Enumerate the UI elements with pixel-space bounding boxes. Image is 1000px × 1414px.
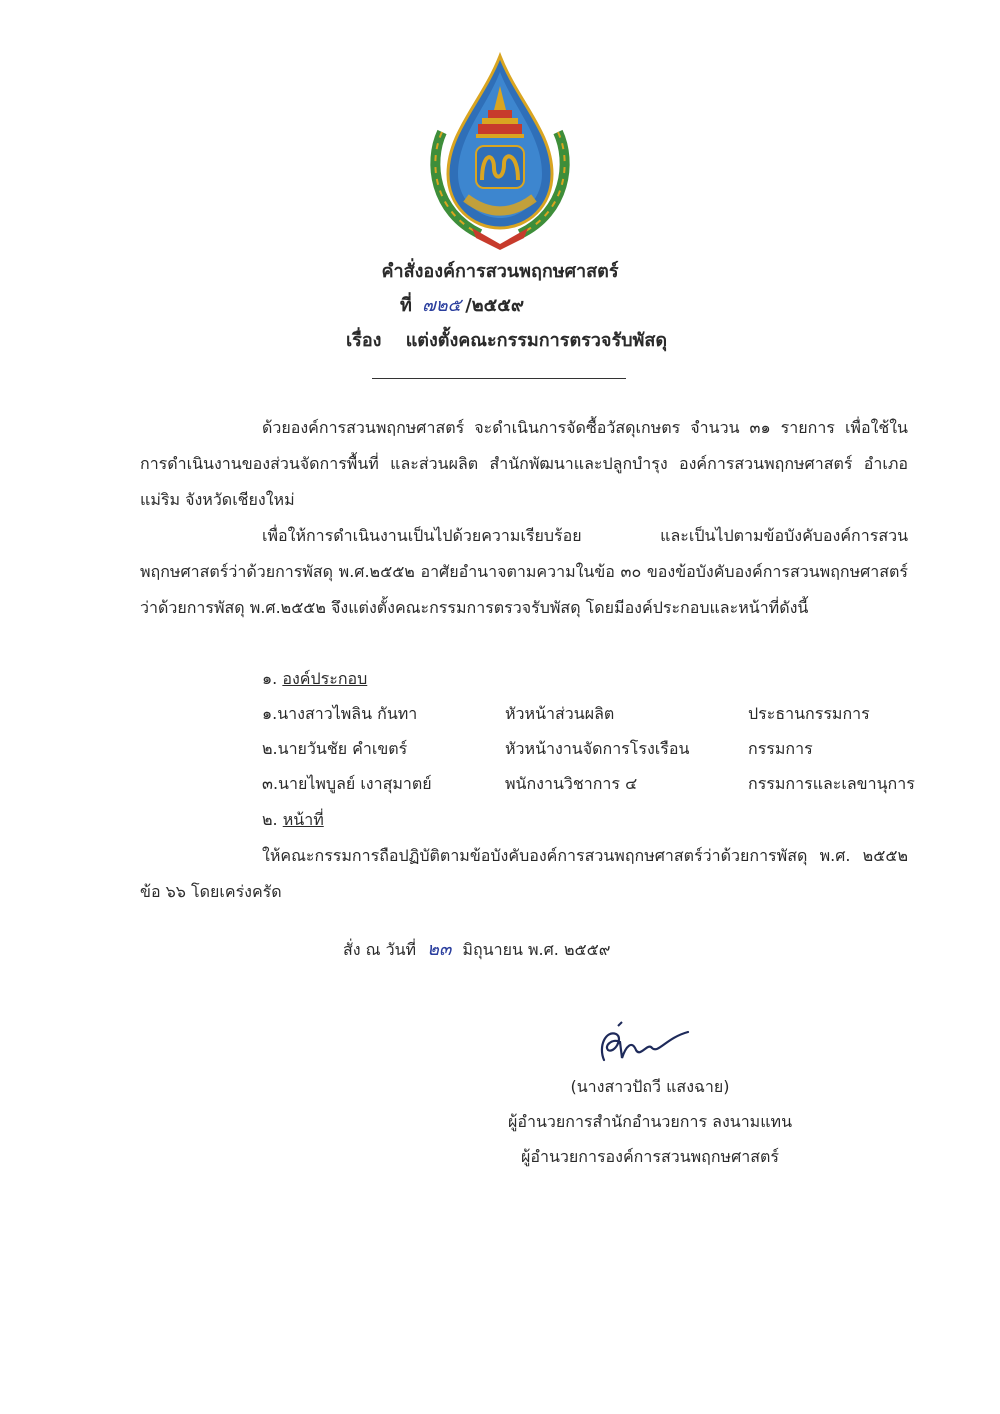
section-2-heading: [262, 808, 324, 833]
section-2-title: หน้าที่: [282, 810, 324, 829]
member-position: หัวหน้าส่วนผลิต: [505, 704, 615, 723]
royal-monogram-icon: [476, 146, 524, 188]
order-number: [400, 290, 524, 319]
signer-on-behalf-of: ผู้อำนวยการองค์การสวนพฤกษศาสตร์: [521, 1147, 779, 1166]
committee-member-row: [0, 737, 1000, 767]
member-role: กรรมการและเลขานุการ: [748, 774, 915, 793]
member-name: ๑.นางสาวไพลิน กันทา: [262, 704, 418, 723]
paragraph-2: เพื่อให้การดำเนินงานเป็นไปด้วยความเรียบร้อย และเป็นไปตามข้อบังคับองค์การสวนพฤกษศาสตร์ว่าด้วยการพัสดุ พ.ศ.๒๕๕๒ อาศัยอำนาจตามความในข้อ ๓๐ ของข้อบังคับองค์การสวนพฤกษศาสตร์ว่าด้วยการพัสดุ พ.ศ.๒๕๕๒ จึงแต่งตั้งคณะกรรมการตรวจรับพัสดุ โดยมีองค์ประกอบและหน้าที่ดังนี้: [140, 526, 908, 617]
issued-month-year: มิถุนายน พ.ศ. ๒๕๕๙: [462, 940, 611, 959]
issued-day-handwritten: ๒๓: [427, 939, 452, 960]
member-position: หัวหน้างานจัดการโรงเรือน: [505, 739, 690, 758]
document-title: คำสั่งองค์การสวนพฤกษศาสตร์: [381, 261, 619, 282]
member-name: ๒.นายวันชัย คำเขตร์: [262, 739, 408, 758]
order-year: /๒๕๕๙: [465, 295, 525, 316]
signer-name: (นางสาวปัถวี แสงฉาย): [570, 1077, 730, 1096]
issued-date-line: [343, 934, 610, 963]
header-divider: [372, 378, 626, 379]
issued-prefix: สั่ง ณ วันที่: [343, 940, 417, 959]
section-1-number: ๑.: [262, 669, 278, 688]
signer-position: ผู้อำนวยการสำนักอำนวยการ ลงนามแทน: [507, 1112, 793, 1131]
paragraph-3: ให้คณะกรรมการถือปฏิบัติตามข้อบังคับองค์การสวนพฤกษศาสตร์ว่าด้วยการพัสดุ พ.ศ. ๒๕๕๒ ข้อ ๖๖ โดยเคร่งครัด: [140, 846, 908, 901]
subject-line: [346, 325, 667, 354]
handwritten-signature: [592, 1020, 692, 1070]
committee-member-row: [0, 702, 1000, 732]
member-position: พนักงานวิชาการ ๔: [505, 774, 638, 793]
member-role: กรรมการ: [748, 739, 813, 758]
paragraph-1: ด้วยองค์การสวนพฤกษศาสตร์ จะดำเนินการจัดซื้อวัสดุเกษตร จำนวน ๓๑ รายการ เพื่อใช้ในการดำเนินงานของส่วนจัดการพื้นที่ และส่วนผลิต สำนักพัฒนาและปลูกบำรุง องค์การสวนพฤกษศาสตร์ อำเภอแม่ริม จังหวัดเชียงใหม่: [140, 418, 908, 509]
section-1-heading: [262, 667, 367, 692]
member-name: ๓.นายไพบูลย์ เงาสุมาตย์: [262, 774, 432, 793]
committee-member-row: [0, 772, 1000, 802]
subject-label: เรื่อง: [346, 330, 382, 351]
order-number-handwritten: ๗๒๕: [422, 295, 462, 316]
organization-logo: [420, 52, 580, 252]
section-2-number: ๒.: [262, 810, 278, 829]
order-prefix: ที่: [400, 295, 412, 316]
member-role: ประธานกรรมการ: [748, 704, 870, 723]
section-1-title: องค์ประกอบ: [282, 669, 368, 688]
subject-text: แต่งตั้งคณะกรรมการตรวจรับพัสดุ: [405, 330, 668, 351]
